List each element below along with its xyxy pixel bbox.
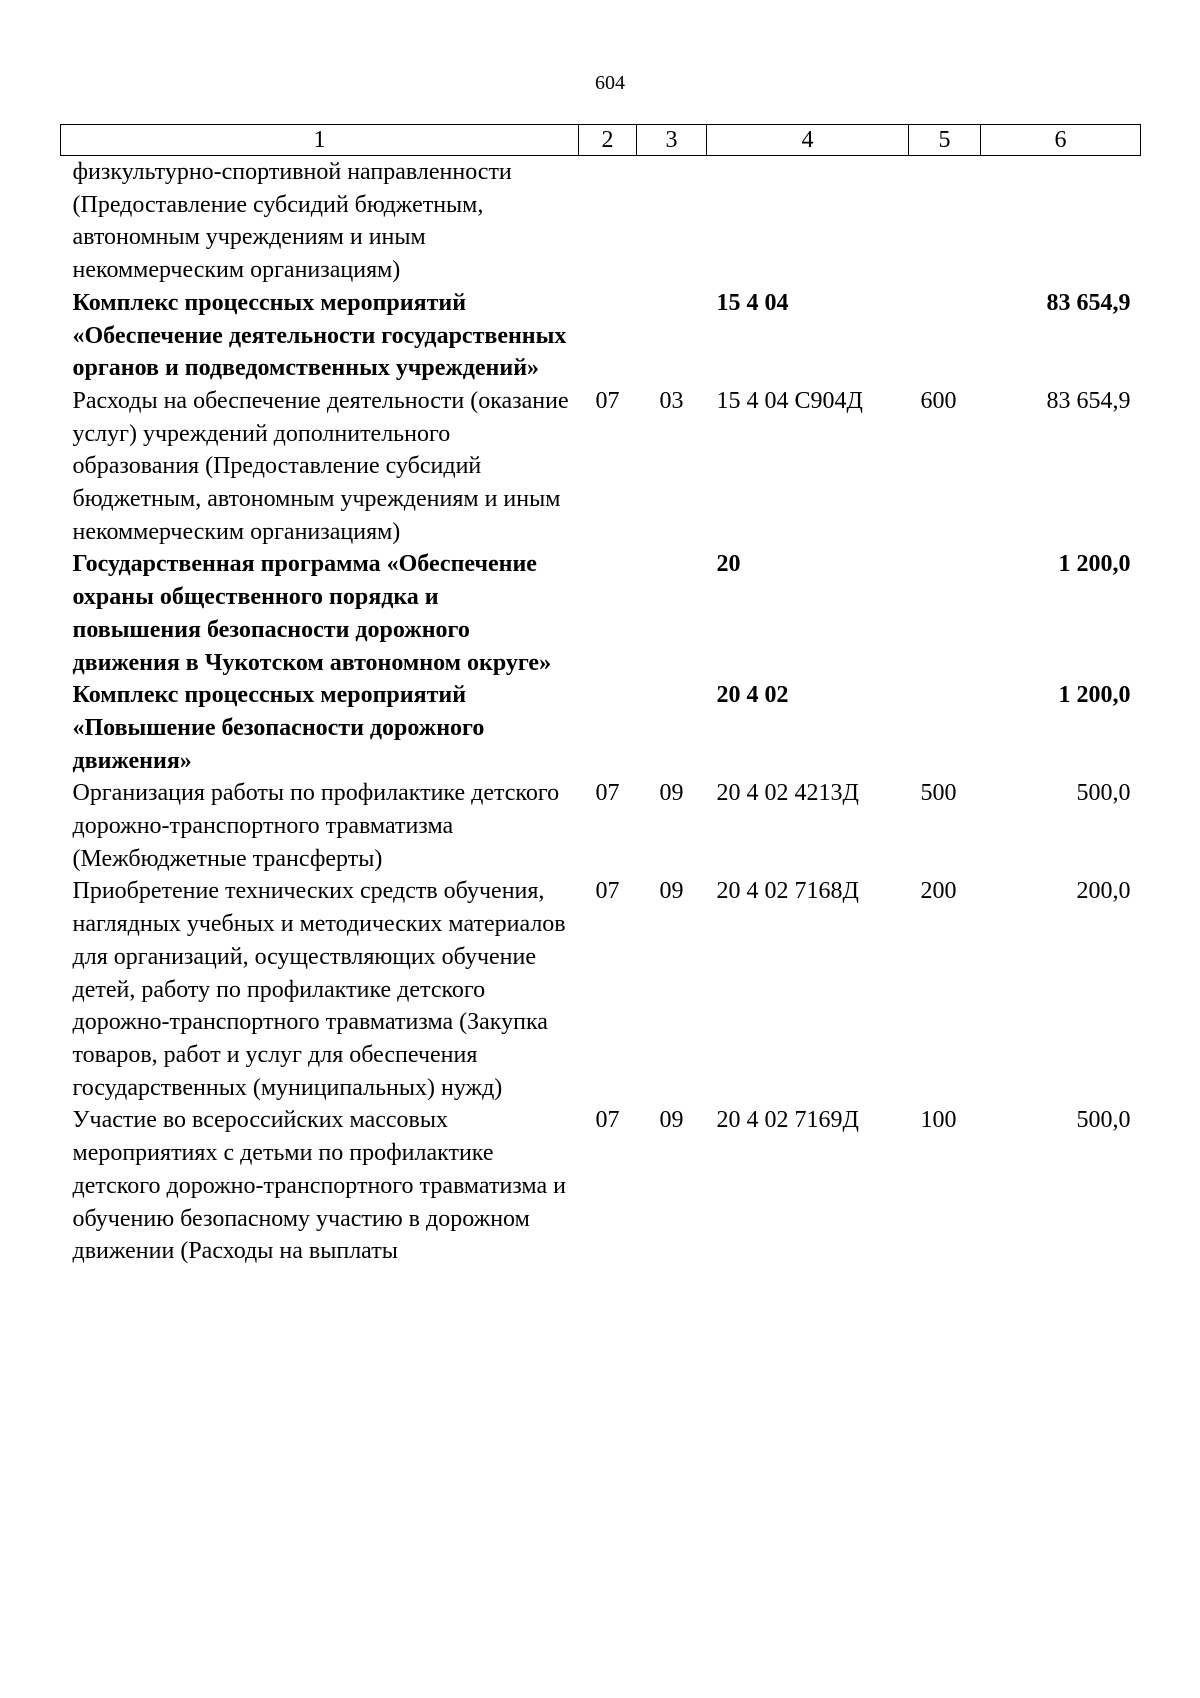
row-amount: 83 654,9 — [1046, 387, 1131, 414]
row-amount: 1 200,0 — [1058, 682, 1131, 709]
row-subsection: 03 — [659, 387, 684, 414]
row-amount: 200,0 — [1076, 878, 1131, 905]
row-target-code: 20 — [716, 551, 741, 578]
row-section — [579, 287, 637, 385]
budget-table — [60, 124, 1141, 1268]
table-row — [61, 679, 1141, 777]
table-row — [61, 287, 1141, 385]
row-expense-type: 600 — [920, 387, 957, 414]
table-row — [61, 875, 1141, 1104]
row-subsection — [637, 548, 707, 679]
row-amount: 83 654,9 — [1046, 289, 1131, 316]
row-expense-type — [909, 679, 981, 777]
row-subsection: 09 — [659, 780, 684, 807]
row-target-code: 20 4 02 7168Д — [716, 878, 859, 905]
header-col-3: 3 — [637, 125, 707, 156]
row-section — [579, 679, 637, 777]
table-row — [61, 1104, 1141, 1268]
header-col-5: 5 — [909, 125, 981, 156]
row-target-code: 15 4 04 С904Д — [716, 387, 863, 414]
header-row — [61, 125, 1141, 156]
header-col-4: 4 — [707, 125, 909, 156]
row-name: Организация работы по профилактике детского дорожно-транспортного травматизма (Межбюджетные трансферты) — [72, 780, 560, 872]
table-header — [61, 125, 1141, 156]
header-col-1: 1 — [61, 125, 579, 156]
row-section: 07 — [595, 1107, 620, 1134]
row-section — [579, 548, 637, 679]
row-amount: 500,0 — [1076, 780, 1131, 807]
table-row — [61, 156, 1141, 287]
row-section: 07 — [595, 780, 620, 807]
row-expense-type — [909, 548, 981, 679]
row-target-code: 20 4 02 — [716, 682, 789, 709]
row-subsection: 09 — [659, 1107, 684, 1134]
row-name: Участие во всероссийских массовых мероприятиях с детьми по профилактике детского дорожно-транспортного травматизма и обучению безопасному участию в дорожном движении (Расходы на выплаты — [72, 1107, 566, 1265]
row-amount: 1 200,0 — [1058, 551, 1131, 578]
table-row — [61, 777, 1141, 875]
table-body — [61, 156, 1141, 1268]
table-row — [61, 385, 1141, 549]
row-name: Приобретение технических средств обучения, наглядных учебных и методических материалов для организаций, осуществляющих обучение детей, работу по профилактике детского дорожно-транспортного травматизма (Закупка товаров, работ и услуг для обеспечения государственных (муниципальных) нужд) — [72, 878, 566, 1101]
row-target-code: 20 4 02 7169Д — [716, 1107, 859, 1134]
row-expense-type — [909, 156, 981, 287]
table-row — [61, 548, 1141, 679]
header-col-2: 2 — [579, 125, 637, 156]
row-amount: 500,0 — [1076, 1107, 1131, 1134]
row-expense-type — [909, 287, 981, 385]
row-expense-type: 100 — [920, 1107, 957, 1134]
row-target-code — [707, 156, 909, 287]
row-amount — [981, 156, 1141, 287]
row-name: физкультурно-спортивной направленности (Предоставление субсидий бюджетным, автономным учреждениям и иным некоммерческим организациям) — [72, 159, 512, 284]
row-section: 07 — [595, 387, 620, 414]
row-expense-type: 500 — [920, 780, 957, 807]
row-subsection — [637, 287, 707, 385]
row-name: Комплекс процессных мероприятий «Обеспечение деятельности государственных органов и подведомственных учреждений» — [72, 289, 567, 382]
row-expense-type: 200 — [920, 878, 957, 905]
row-section: 07 — [595, 878, 620, 905]
row-subsection — [637, 156, 707, 287]
row-section — [579, 156, 637, 287]
row-name: Государственная программа «Обеспечение охраны общественного порядка и повышения безопасности дорожного движения в Чукотском автономном округе» — [72, 551, 552, 676]
row-target-code: 20 4 02 4213Д — [716, 780, 859, 807]
header-col-6: 6 — [981, 125, 1141, 156]
page-number: 604 — [595, 72, 625, 94]
row-subsection: 09 — [659, 878, 684, 905]
row-name: Расходы на обеспечение деятельности (оказание услуг) учреждений дополнительного образования (Предоставление субсидий бюджетным, автономным учреждениям и иным некоммерческим организациям) — [72, 387, 569, 545]
row-target-code: 15 4 04 — [716, 289, 789, 316]
row-name: Комплекс процессных мероприятий «Повышение безопасности дорожного движения» — [72, 682, 485, 774]
row-subsection — [637, 679, 707, 777]
